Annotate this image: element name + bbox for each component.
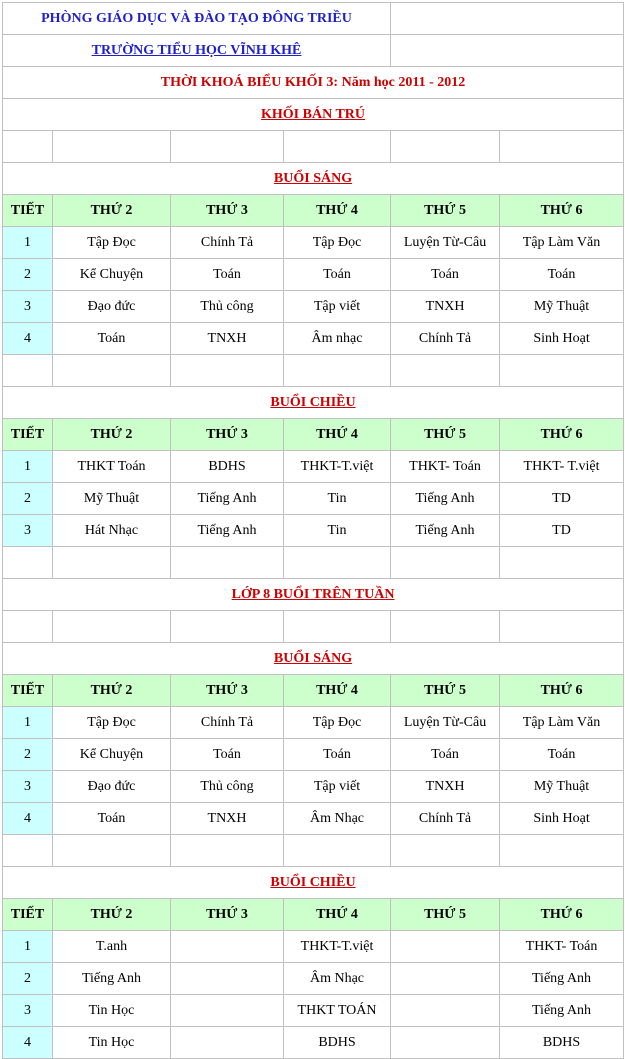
period-cell: 1 <box>3 931 53 963</box>
subject-cell: Đạo đức <box>53 291 171 323</box>
table-row <box>3 739 624 771</box>
table-row <box>3 227 624 259</box>
subject-cell: Âm nhạc <box>284 323 391 355</box>
subject-cell: Tập Đọc <box>284 227 391 259</box>
subject-cell: Toán <box>284 739 391 771</box>
subject-cell: Toán <box>284 259 391 291</box>
subject-cell <box>171 963 284 995</box>
session-row <box>3 163 624 195</box>
session-label: BUỔI CHIỀU <box>3 387 624 419</box>
subject-cell <box>391 931 500 963</box>
column-header: THỨ 3 <box>171 419 284 451</box>
period-cell: 1 <box>3 707 53 739</box>
subject-cell: Mỹ Thuật <box>500 291 624 323</box>
subject-cell: Tập viết <box>284 291 391 323</box>
subject-cell: T.anh <box>53 931 171 963</box>
subject-cell: Chính Tả <box>171 707 284 739</box>
period-cell: 1 <box>3 451 53 483</box>
session-label: BUỔI CHIỀU <box>3 867 624 899</box>
blank-cell <box>3 835 53 867</box>
column-header: THỨ 2 <box>53 195 171 227</box>
group-label: KHỐI BÁN TRÚ <box>3 99 624 131</box>
column-header: THỨ 4 <box>284 675 391 707</box>
subject-cell: Mỹ Thuật <box>500 771 624 803</box>
blank-cell <box>284 131 391 163</box>
spacer-row <box>3 835 624 867</box>
column-header: THỨ 6 <box>500 899 624 931</box>
header-row-school <box>3 35 624 67</box>
table-row <box>3 515 624 547</box>
table-row <box>3 483 624 515</box>
blank-cell <box>3 547 53 579</box>
blank-cell <box>171 835 284 867</box>
subject-cell: Chính Tả <box>171 227 284 259</box>
subject-cell: TNXH <box>391 771 500 803</box>
subject-cell: Tiếng Anh <box>391 483 500 515</box>
blank-cell <box>284 547 391 579</box>
table-row <box>3 963 624 995</box>
subject-cell: Tập Đọc <box>53 227 171 259</box>
blank-cell <box>53 131 171 163</box>
subject-cell: THKT- Toán <box>391 451 500 483</box>
subject-cell: Toán <box>53 803 171 835</box>
spacer-row <box>3 131 624 163</box>
period-cell: 1 <box>3 227 53 259</box>
subject-cell: Tiếng Anh <box>500 995 624 1027</box>
group-row <box>3 579 624 611</box>
blank-cell <box>391 835 500 867</box>
timetable-grid <box>2 2 624 1059</box>
subject-cell: THKT Toán <box>53 451 171 483</box>
department-title: PHÒNG GIÁO DỤC VÀ ĐÀO TẠO ĐÔNG TRIỀU <box>3 3 391 35</box>
blank-cell <box>284 611 391 643</box>
subject-cell <box>171 931 284 963</box>
subject-cell: Tiếng Anh <box>171 483 284 515</box>
subject-cell: Toán <box>500 259 624 291</box>
column-header: THỨ 4 <box>284 195 391 227</box>
subject-cell: Toán <box>391 739 500 771</box>
session-row <box>3 867 624 899</box>
table-row <box>3 259 624 291</box>
subject-cell: Tiếng Anh <box>171 515 284 547</box>
blank-cell <box>391 611 500 643</box>
subject-cell: Đạo đức <box>53 771 171 803</box>
subject-cell: Kể Chuyện <box>53 739 171 771</box>
table-row <box>3 291 624 323</box>
column-header-row <box>3 675 624 707</box>
subject-cell: THKT-T.việt <box>284 451 391 483</box>
subject-cell <box>171 1027 284 1059</box>
blank-cell <box>53 547 171 579</box>
subject-cell: THKT- T.việt <box>500 451 624 483</box>
blank-cell <box>171 355 284 387</box>
table-row <box>3 1027 624 1059</box>
subject-cell: Tin <box>284 483 391 515</box>
blank-cell <box>500 547 624 579</box>
subject-cell: Tập Đọc <box>284 707 391 739</box>
blank-cell <box>3 611 53 643</box>
subject-cell: BDHS <box>171 451 284 483</box>
timetable-title: THỜI KHOÁ BIỂU KHỐI 3: Năm học 2011 - 2012 <box>3 67 624 99</box>
subject-cell: TNXH <box>171 323 284 355</box>
subject-cell: Tập Làm Văn <box>500 227 624 259</box>
subject-cell: TD <box>500 483 624 515</box>
blank-cell <box>171 611 284 643</box>
blank-cell <box>53 355 171 387</box>
subject-cell: Chính Tả <box>391 803 500 835</box>
group-label: LỚP 8 BUỔI TRÊN TUẦN <box>3 579 624 611</box>
subject-cell: Toán <box>171 259 284 291</box>
subject-cell: Tin <box>284 515 391 547</box>
subject-cell: Âm Nhạc <box>284 963 391 995</box>
spacer-row <box>3 611 624 643</box>
table-row <box>3 771 624 803</box>
blank-cell <box>3 355 53 387</box>
blank-cell <box>500 835 624 867</box>
subject-cell: Toán <box>500 739 624 771</box>
session-label: BUỔI SÁNG <box>3 163 624 195</box>
period-cell: 3 <box>3 515 53 547</box>
subject-cell: Thủ công <box>171 291 284 323</box>
column-header: THỨ 5 <box>391 419 500 451</box>
group-row <box>3 99 624 131</box>
period-cell: 2 <box>3 259 53 291</box>
blank-cell <box>171 131 284 163</box>
column-header: THỨ 4 <box>284 899 391 931</box>
subject-cell: Sinh Hoạt <box>500 803 624 835</box>
session-label: BUỔI SÁNG <box>3 643 624 675</box>
subject-cell: Toán <box>171 739 284 771</box>
subject-cell: Sinh Hoạt <box>500 323 624 355</box>
table-row <box>3 931 624 963</box>
blank-cell <box>171 547 284 579</box>
blank-cell <box>53 611 171 643</box>
column-header: THỨ 6 <box>500 419 624 451</box>
table-row <box>3 451 624 483</box>
column-header: TIẾT <box>3 675 53 707</box>
subject-cell <box>171 995 284 1027</box>
subject-cell: Thủ công <box>171 771 284 803</box>
table-row <box>3 323 624 355</box>
session-row <box>3 387 624 419</box>
column-header: THỨ 2 <box>53 419 171 451</box>
subject-cell: TNXH <box>391 291 500 323</box>
table-row <box>3 707 624 739</box>
period-cell: 2 <box>3 963 53 995</box>
column-header: TIẾT <box>3 419 53 451</box>
table-row <box>3 803 624 835</box>
blank-cell <box>391 35 624 67</box>
column-header: THỨ 6 <box>500 675 624 707</box>
subject-cell: Tin Học <box>53 1027 171 1059</box>
timetable-body <box>3 3 624 1059</box>
subject-cell: Toán <box>53 323 171 355</box>
subject-cell: Mỹ Thuật <box>53 483 171 515</box>
subject-cell: Kể Chuyện <box>53 259 171 291</box>
column-header: THỨ 2 <box>53 675 171 707</box>
period-cell: 4 <box>3 803 53 835</box>
blank-cell <box>3 131 53 163</box>
subject-cell: Tập Làm Văn <box>500 707 624 739</box>
subject-cell: TNXH <box>171 803 284 835</box>
period-cell: 4 <box>3 323 53 355</box>
blank-cell <box>500 611 624 643</box>
period-cell: 4 <box>3 1027 53 1059</box>
column-header: THỨ 3 <box>171 899 284 931</box>
period-cell: 2 <box>3 739 53 771</box>
subject-cell: BDHS <box>284 1027 391 1059</box>
spacer-row <box>3 547 624 579</box>
column-header: TIẾT <box>3 195 53 227</box>
blank-cell <box>53 835 171 867</box>
header-row-department <box>3 3 624 35</box>
subject-cell: Tiếng Anh <box>500 963 624 995</box>
column-header-row <box>3 419 624 451</box>
period-cell: 3 <box>3 995 53 1027</box>
blank-cell <box>391 547 500 579</box>
blank-cell <box>284 355 391 387</box>
table-row <box>3 995 624 1027</box>
column-header-row <box>3 899 624 931</box>
subject-cell: Luyện Từ-Câu <box>391 227 500 259</box>
subject-cell: BDHS <box>500 1027 624 1059</box>
session-row <box>3 643 624 675</box>
subject-cell: THKT TOÁN <box>284 995 391 1027</box>
subject-cell: Luyện Từ-Câu <box>391 707 500 739</box>
subject-cell: Toán <box>391 259 500 291</box>
column-header: TIẾT <box>3 899 53 931</box>
blank-cell <box>391 131 500 163</box>
spacer-row <box>3 355 624 387</box>
school-name: TRƯỜNG TIỂU HỌC VĨNH KHÊ <box>3 35 391 67</box>
subject-cell: TD <box>500 515 624 547</box>
subject-cell <box>391 995 500 1027</box>
subject-cell: Tập Đọc <box>53 707 171 739</box>
column-header: THỨ 2 <box>53 899 171 931</box>
subject-cell: THKT- Toán <box>500 931 624 963</box>
header-row-title <box>3 67 624 99</box>
subject-cell: Tin Học <box>53 995 171 1027</box>
column-header: THỨ 3 <box>171 675 284 707</box>
column-header: THỨ 5 <box>391 195 500 227</box>
subject-cell: THKT-T.việt <box>284 931 391 963</box>
subject-cell: Chính Tả <box>391 323 500 355</box>
subject-cell <box>391 1027 500 1059</box>
period-cell: 3 <box>3 771 53 803</box>
subject-cell: Tập viết <box>284 771 391 803</box>
period-cell: 3 <box>3 291 53 323</box>
subject-cell: Tiếng Anh <box>53 963 171 995</box>
blank-cell <box>500 131 624 163</box>
blank-cell <box>391 3 624 35</box>
blank-cell <box>284 835 391 867</box>
column-header: THỨ 5 <box>391 675 500 707</box>
column-header: THỨ 3 <box>171 195 284 227</box>
blank-cell <box>391 355 500 387</box>
blank-cell <box>500 355 624 387</box>
subject-cell: Âm Nhạc <box>284 803 391 835</box>
column-header: THỨ 4 <box>284 419 391 451</box>
column-header: THỨ 5 <box>391 899 500 931</box>
subject-cell <box>391 963 500 995</box>
column-header: THỨ 6 <box>500 195 624 227</box>
subject-cell: Tiếng Anh <box>391 515 500 547</box>
period-cell: 2 <box>3 483 53 515</box>
column-header-row <box>3 195 624 227</box>
subject-cell: Hát Nhạc <box>53 515 171 547</box>
